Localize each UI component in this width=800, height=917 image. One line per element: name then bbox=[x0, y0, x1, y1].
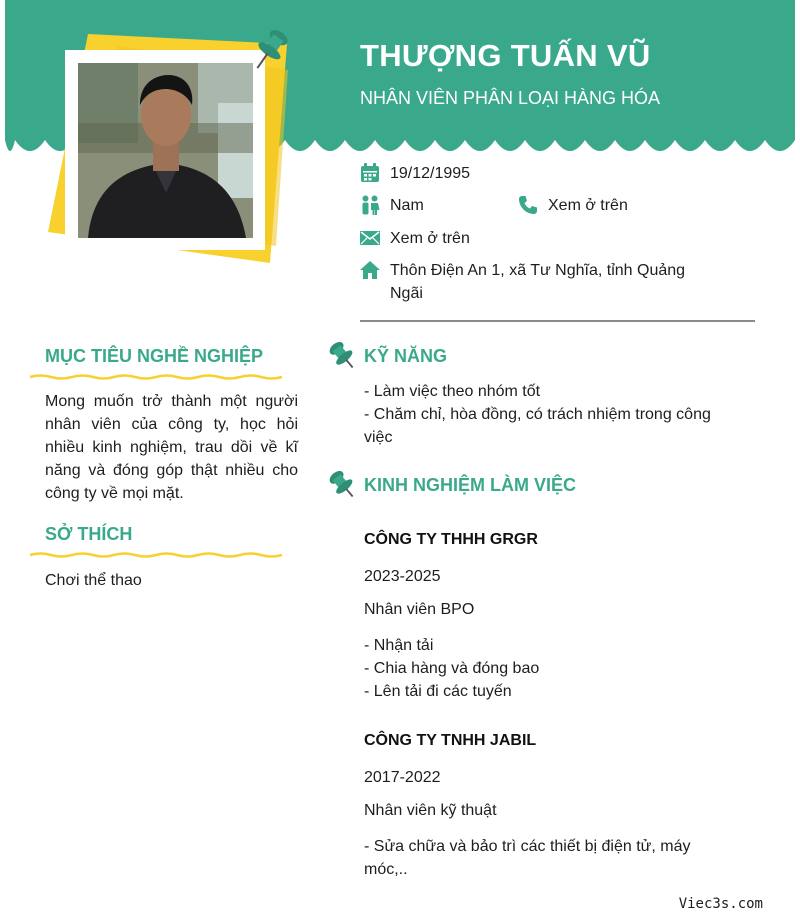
skill-item: - Chăm chỉ, hòa đồng, có trách nhiệm trong công việc bbox=[364, 406, 711, 446]
job-role: Nhân viên kỹ thuật bbox=[364, 802, 497, 819]
hobbies-underline bbox=[28, 548, 284, 562]
phone-row bbox=[518, 194, 628, 217]
objective-title: MỤC TIÊU NGHỀ NGHIỆP bbox=[45, 346, 264, 366]
calendar-icon bbox=[360, 163, 380, 183]
footer-brand: Viec3s.com bbox=[678, 896, 763, 912]
people-icon bbox=[360, 195, 380, 215]
duty-item: - Sửa chữa và bảo trì các thiết bị điện tử, máy móc,.. bbox=[364, 838, 691, 878]
gender-value: Nam bbox=[390, 197, 424, 214]
pushpin-icon bbox=[328, 340, 358, 372]
birthday-value: 19/12/1995 bbox=[390, 165, 471, 182]
hobbies-title: SỞ THÍCH bbox=[45, 524, 133, 544]
gender-row bbox=[360, 194, 424, 217]
objective-text: Mong muốn trở thành một người nhân viên của công ty, học hỏi nhiều kinh nghiệm, trau dồi về kĩ năng và đóng góp thật nhiều cho công ty về mọi mặt. bbox=[45, 393, 298, 502]
pushpin-icon bbox=[250, 26, 290, 74]
header-divider bbox=[360, 320, 755, 322]
candidate-position: NHÂN VIÊN PHÂN LOẠI HÀNG HÓA bbox=[360, 88, 661, 108]
skills-list bbox=[364, 380, 739, 449]
home-icon bbox=[360, 260, 380, 280]
phone-value: Xem ở trên bbox=[548, 197, 628, 214]
pushpin-icon bbox=[328, 469, 358, 501]
job-company: CÔNG TY TNHH JABIL bbox=[364, 732, 537, 749]
job-duties bbox=[364, 835, 714, 881]
duty-item: - Nhận tải bbox=[364, 637, 434, 654]
profile-photo bbox=[78, 63, 253, 238]
duty-item: - Lên tải đi các tuyến bbox=[364, 683, 512, 700]
duty-item: - Chia hàng và đóng bao bbox=[364, 660, 540, 677]
birthday-row bbox=[360, 162, 470, 185]
job-company: CÔNG TY THHH GRGR bbox=[364, 531, 538, 548]
envelope-icon bbox=[360, 228, 380, 248]
candidate-name: THƯỢNG TUẤN VŨ bbox=[360, 38, 651, 73]
job-duties bbox=[364, 634, 739, 703]
experience-title: KINH NGHIỆM LÀM VIỆC bbox=[364, 475, 577, 495]
address-row bbox=[360, 259, 720, 305]
job-period: 2023-2025 bbox=[364, 568, 441, 585]
job-role: Nhân viên BPO bbox=[364, 601, 475, 618]
skill-item: - Làm việc theo nhóm tốt bbox=[364, 383, 541, 400]
email-row bbox=[360, 227, 470, 250]
phone-icon bbox=[518, 195, 538, 215]
objective-underline bbox=[28, 370, 284, 384]
hobbies-text: Chơi thể thao bbox=[45, 572, 142, 589]
address-value: Thôn Điện An 1, xã Tư Nghĩa, tỉnh Quảng Ngãi bbox=[390, 262, 686, 302]
job-period: 2017-2022 bbox=[364, 769, 441, 786]
email-value: Xem ở trên bbox=[390, 230, 470, 247]
skills-title: KỸ NĂNG bbox=[364, 346, 448, 366]
